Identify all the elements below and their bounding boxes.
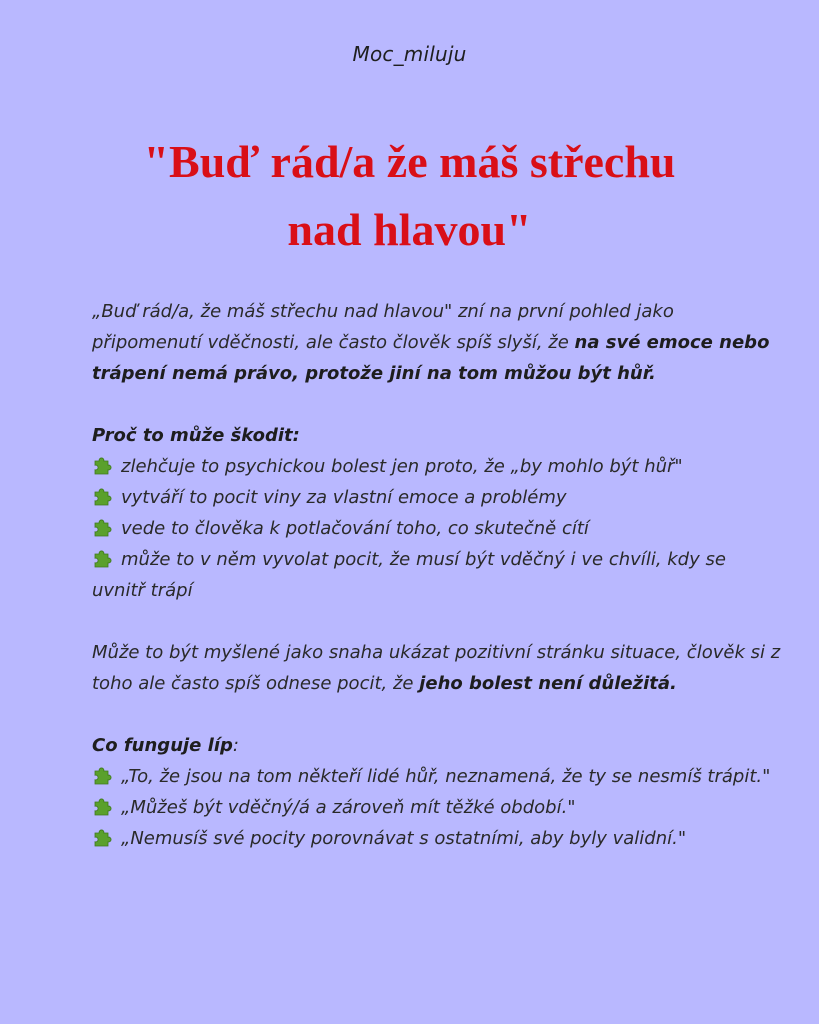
list-item [92, 482, 782, 513]
middle-paragraph [92, 637, 782, 699]
middle-bold-text: jeho bolest není důležitá. [419, 673, 677, 694]
works-section [92, 730, 782, 854]
why-section [92, 420, 782, 606]
intro-text: „Buď rád/a, že máš střechu nad hlavou" zní na první pohled jako připomenutí vděčnosti, ale často člověk spíš slyší, že [92, 301, 674, 353]
spacer [92, 389, 782, 420]
list-item-text: „To, že jsou na tom někteří lidé hůř, neznamená, že ty se nesmíš trápit." [121, 766, 771, 787]
puzzle-piece-icon [92, 455, 112, 475]
puzzle-piece-icon [92, 827, 112, 847]
list-item [92, 792, 782, 823]
puzzle-piece-icon [92, 796, 112, 816]
list-item [92, 823, 782, 854]
title-line-1: "Buď rád/a že máš střechu [143, 136, 676, 187]
works-heading-colon: : [232, 735, 239, 756]
list-item-text: může to v něm vyvolat pocit, že musí být vděčný i ve chvíli, kdy se uvnitř trápí [92, 549, 726, 601]
list-item-text: zlehčuje to psychickou bolest jen proto, že „by mohlo být hůř" [121, 456, 683, 477]
post-body [92, 296, 782, 854]
list-item [92, 544, 782, 606]
account-handle: Moc_miluju [352, 42, 467, 66]
list-item-text: vede to člověka k potlačování toho, co skutečně cítí [121, 518, 589, 539]
puzzle-piece-icon [92, 517, 112, 537]
spacer [92, 699, 782, 730]
intro-paragraph [92, 296, 782, 389]
list-item-text: „Můžeš být vděčný/á a zároveň mít těžké období." [121, 797, 576, 818]
why-heading: Proč to může škodit: [92, 425, 300, 446]
list-item [92, 513, 782, 544]
spacer [92, 606, 782, 637]
works-heading-line [92, 730, 782, 761]
title-line-2: nad hlavou" [287, 204, 532, 255]
puzzle-piece-icon [92, 765, 112, 785]
puzzle-piece-icon [92, 486, 112, 506]
list-item-text: „Nemusíš své pocity porovnávat s ostatními, aby byly validní." [121, 828, 687, 849]
list-item [92, 451, 782, 482]
page-title [40, 128, 779, 264]
list-item [92, 761, 782, 792]
middle-text: Může to být myšlené jako snaha ukázat pozitivní stránku situace, člověk si z toho ale často spíš odnese pocit, že [92, 642, 781, 694]
intro-bold-text: na své emoce nebo trápení nemá právo, protože jiní na tom můžou být hůř. [92, 332, 770, 384]
works-heading: Co funguje líp [92, 735, 233, 756]
puzzle-piece-icon [92, 548, 112, 568]
list-item-text: vytváří to pocit viny za vlastní emoce a problémy [121, 487, 567, 508]
